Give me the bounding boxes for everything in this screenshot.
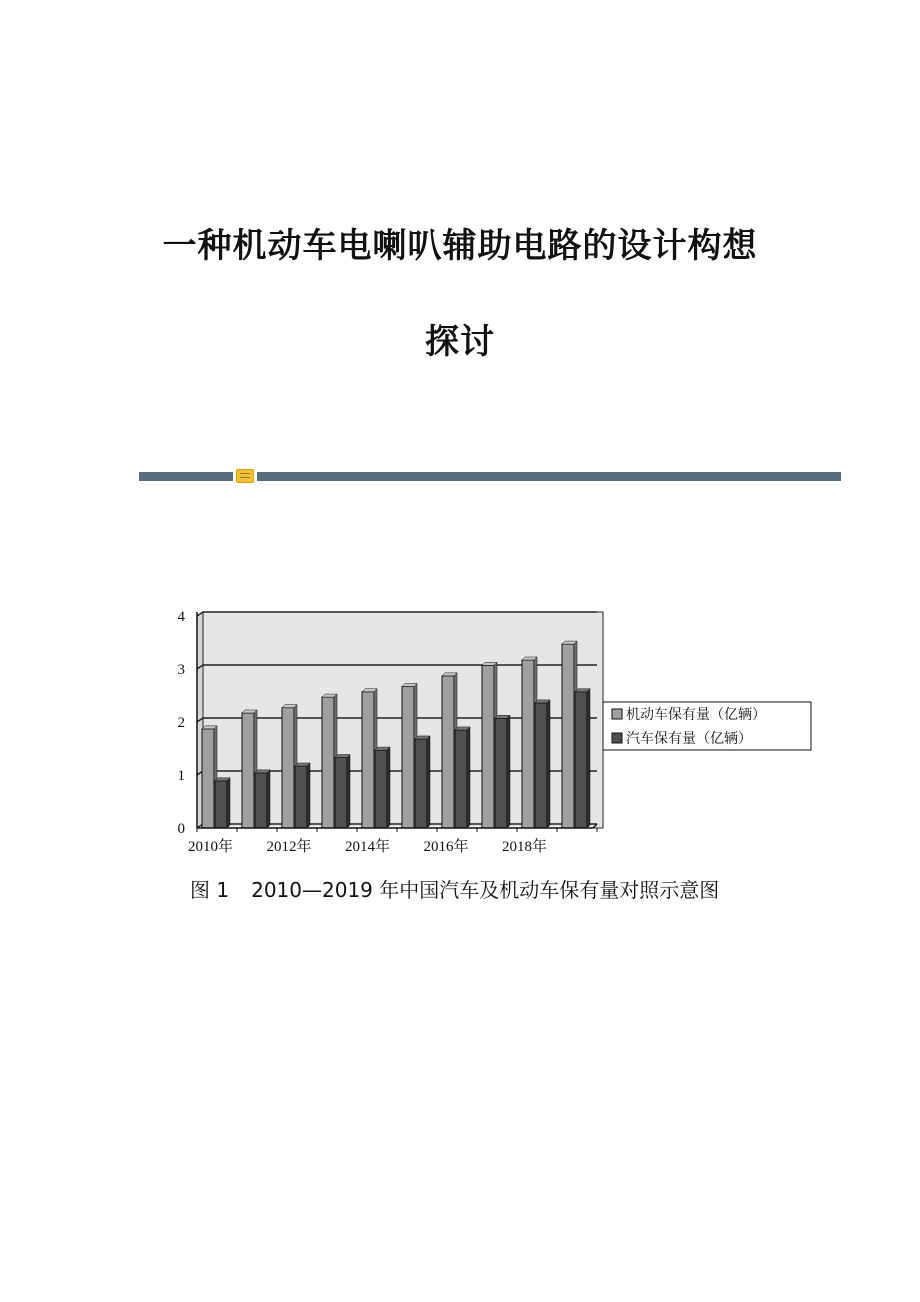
bar-top bbox=[442, 673, 457, 676]
x-tick-label: 2018年 bbox=[502, 839, 548, 855]
section-divider-left bbox=[139, 472, 233, 481]
bar bbox=[375, 747, 390, 828]
bar-side bbox=[507, 715, 510, 828]
bar-face bbox=[455, 730, 467, 828]
y-tick-label: 2 bbox=[177, 715, 185, 731]
legend-swatch bbox=[612, 709, 622, 719]
bar bbox=[535, 700, 550, 828]
divider-ornament-icon bbox=[236, 469, 254, 483]
bar-top bbox=[495, 715, 510, 718]
bar-top bbox=[362, 689, 377, 692]
x-tick-label: 2012年 bbox=[266, 839, 312, 855]
y-tick-label: 0 bbox=[177, 821, 185, 837]
x-tick-label: 2016年 bbox=[423, 839, 469, 855]
bar-top bbox=[255, 770, 270, 773]
bar-face bbox=[442, 676, 454, 828]
bar bbox=[295, 763, 310, 828]
bar-face bbox=[202, 729, 214, 828]
bar-top bbox=[335, 755, 350, 758]
bar-side bbox=[387, 747, 390, 828]
bar-face bbox=[402, 686, 414, 828]
bar bbox=[575, 689, 590, 828]
bar-top bbox=[522, 657, 537, 660]
bar-top bbox=[322, 694, 337, 697]
y-tick-label: 4 bbox=[177, 609, 185, 625]
document-title-line-2: 探讨 bbox=[425, 322, 495, 362]
bar bbox=[415, 736, 430, 828]
bar-face bbox=[242, 713, 254, 828]
bar-face bbox=[495, 718, 507, 828]
bar-face bbox=[322, 697, 334, 828]
bar-top bbox=[455, 727, 470, 730]
bar-chart bbox=[160, 600, 840, 862]
legend-swatch bbox=[612, 733, 622, 743]
bar bbox=[455, 727, 470, 828]
section-divider-right bbox=[257, 472, 841, 481]
bar-face bbox=[215, 781, 227, 828]
bar-top bbox=[402, 683, 417, 686]
document-title-line-1: 一种机动车电喇叭辅助电路的设计构想 bbox=[162, 226, 758, 266]
bar-face bbox=[282, 708, 294, 828]
bar-top bbox=[482, 662, 497, 665]
bar bbox=[335, 755, 350, 828]
bar-side bbox=[427, 736, 430, 828]
x-tick-label: 2014年 bbox=[345, 839, 391, 855]
bar-top bbox=[535, 700, 550, 703]
bar-face bbox=[335, 758, 347, 828]
bar-face bbox=[522, 660, 534, 828]
bar-face bbox=[482, 665, 494, 828]
bar-face bbox=[375, 750, 387, 828]
bar bbox=[215, 778, 230, 828]
bar-face bbox=[295, 766, 307, 828]
bar-side bbox=[227, 778, 230, 828]
legend-label: 汽车保有量（亿辆） bbox=[626, 731, 752, 747]
bar-side bbox=[467, 727, 470, 828]
bar-top bbox=[215, 778, 230, 781]
bar-top bbox=[242, 710, 257, 713]
bar-face bbox=[535, 703, 547, 828]
bar-side bbox=[587, 689, 590, 828]
bar-face bbox=[562, 644, 574, 828]
figure-caption bbox=[190, 874, 830, 903]
bar-top bbox=[202, 726, 217, 729]
bar-top bbox=[295, 763, 310, 766]
legend bbox=[603, 702, 811, 750]
caption-number: 图 1 bbox=[190, 878, 230, 902]
bar-top bbox=[282, 705, 297, 708]
bar-side bbox=[347, 755, 350, 828]
bar bbox=[495, 715, 510, 828]
bar bbox=[255, 770, 270, 828]
bar-top bbox=[575, 689, 590, 692]
bar-top bbox=[415, 736, 430, 739]
legend-label: 机动车保有量（亿辆） bbox=[626, 707, 766, 723]
caption-text: 2010—2019 年中国汽车及机动车保有量对照示意图 bbox=[251, 878, 720, 902]
y-tick-label: 1 bbox=[177, 768, 185, 784]
bar-face bbox=[415, 739, 427, 828]
x-tick-label: 2010年 bbox=[188, 839, 234, 855]
bar-face bbox=[362, 692, 374, 828]
bar-top bbox=[562, 641, 577, 644]
y-tick-labels bbox=[178, 609, 186, 837]
bar-face bbox=[255, 773, 267, 828]
y-tick-label: 3 bbox=[177, 662, 185, 678]
bar-side bbox=[547, 700, 550, 828]
bar-side bbox=[307, 763, 310, 828]
x-tick-labels bbox=[188, 837, 547, 855]
bar-face bbox=[575, 692, 587, 828]
bar-top bbox=[375, 747, 390, 750]
bar-side bbox=[267, 770, 270, 828]
